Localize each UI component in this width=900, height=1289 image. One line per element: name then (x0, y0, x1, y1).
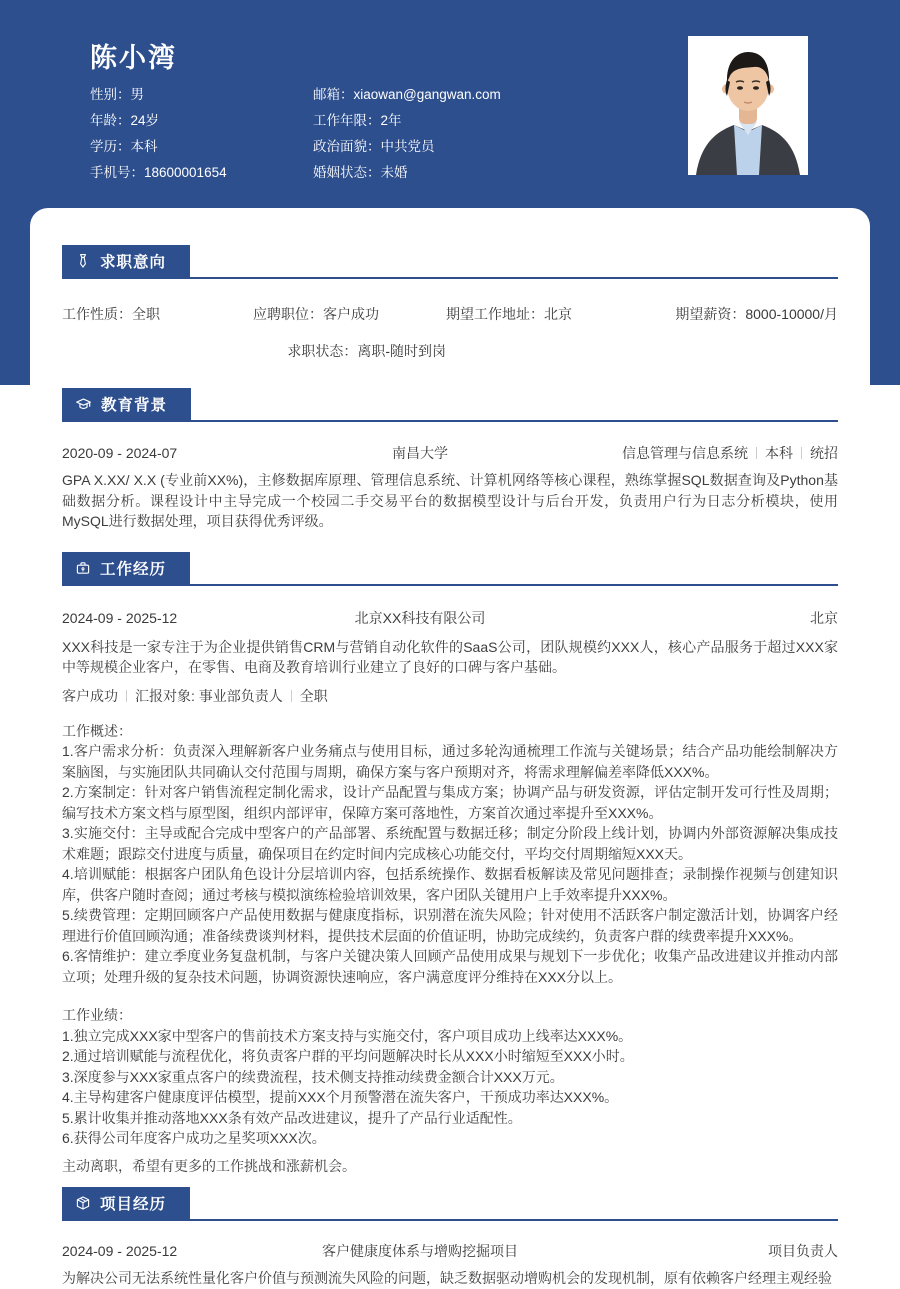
field-value: 24岁 (130, 113, 160, 128)
project-role: 项目负责人 (768, 1243, 838, 1259)
field-label: 应聘职位： (253, 306, 323, 322)
leaving-reason: 主动离职，希望有更多的工作挑战和涨薪机会。 (62, 1157, 356, 1174)
intent-position (253, 304, 446, 324)
project-period: 2024-09 - 2025-12 (62, 1243, 178, 1259)
field-label: 工作性质： (62, 306, 132, 322)
section-title-box (62, 552, 190, 584)
info-experience-years (313, 108, 501, 134)
position-title: 客户成功 (62, 687, 118, 704)
separator (756, 447, 757, 459)
section-title-box (62, 1187, 190, 1219)
field-label: 政治面貌： (313, 139, 381, 154)
position-meta-row (62, 686, 838, 706)
info-email (313, 82, 501, 108)
report-to: 汇报对象: 事业部负责人 (135, 687, 283, 704)
employment-type: 全职 (299, 687, 328, 704)
work-achievement-item: 6.获得公司年度客户成功之星奖项XXX次。 (62, 1130, 326, 1146)
candidate-name: 陈小湾 (90, 43, 177, 73)
field-value: 男 (130, 87, 144, 102)
package-icon (75, 1195, 91, 1211)
section-title-box (62, 245, 190, 277)
work-achievement-item: 5.累计收集并推动落地XXX条有效产品改进建议，提升了产品行业适配性。 (62, 1109, 522, 1126)
field-value: 2年 (380, 113, 402, 128)
field-label: 学历： (90, 139, 131, 154)
info-phone (90, 160, 227, 186)
education-major: 信息管理与信息系统 (622, 445, 748, 461)
field-label: 手机号： (90, 165, 144, 180)
field-label: 求职状态： (287, 343, 358, 359)
field-value: 18600001654 (144, 165, 227, 180)
field-label: 工作年限： (313, 113, 381, 128)
education-description: GPA X.XX/ X.X (专业前XX%)，主修数据库原理、管理信息系统、计算机网络等核心课程，熟练掌握SQL数据查询及Python基础数据分析。课程设计中主导完成一个校园二手交易平台的数据模型设计与后台开发，负责用户行为日志分析模块，使用MySQL进行数据处理，项目获得优秀评级。 (62, 472, 838, 529)
field-label: 邮箱： (313, 87, 354, 102)
section-title: 工作经历 (100, 560, 167, 578)
tie-icon (75, 253, 91, 269)
intent-location (446, 304, 662, 324)
project-meta-row (62, 1241, 838, 1261)
company-intro: XXX科技是一家专注于为企业提供销售CRM与营销自动化软件的SaaS公司，团队规模约XXX人，核心产品服务于超过XXX家中等规模企业客户，在零售、电商及教育培训行业建立了良好的口碑与客户基础。 (62, 638, 838, 675)
section-title: 教育背景 (101, 397, 168, 414)
work-achievement-block (62, 1005, 838, 1149)
education-enrollment-type: 统招 (810, 445, 838, 461)
field-value: 8000-10000/月 (745, 306, 838, 322)
field-value: 未婚 (380, 165, 408, 180)
field-label: 婚姻状态： (313, 165, 381, 180)
portrait-photo (688, 36, 808, 175)
separator (291, 690, 292, 702)
education-degree: 本科 (765, 445, 793, 461)
work-overview-title: 工作概述： (62, 722, 132, 739)
field-value: 北京 (544, 306, 572, 322)
work-overview-item: 6.客情维护：建立季度业务复盘机制，与客户关键决策人回顾产品使用成果与规划下一步优化；收集产品改进建议并推动内部立项；处理升级的复杂技术问题，协调资源快速响应，客户满意度评分维持在XXX分以上。 (62, 948, 838, 985)
info-political-status (313, 134, 501, 160)
work-company: 北京XX科技有限公司 (354, 609, 486, 626)
field-label: 期望薪资： (675, 306, 746, 322)
work-achievement-title: 工作业绩： (62, 1007, 132, 1023)
field-value: 客户成功 (323, 306, 379, 322)
resume-body-card (30, 208, 870, 1286)
work-overview-item: 1.客户需求分析：负责深入理解新客户业务痛点与使用目标，通过多轮沟通梳理工作流与关键场景；结合产品功能绘制解决方案脑图，与实施团队共同确认交付范围与周期，确保方案与客户预期对齐，将需求理解偏差率降低XXX%。 (62, 743, 838, 780)
field-label: 性别： (90, 87, 131, 102)
education-details (558, 443, 838, 463)
section-title: 求职意向 (100, 254, 167, 271)
project-name: 客户健康度体系与增购挖掘项目 (322, 1243, 518, 1259)
project-description: 为解决公司无法系统性量化客户价值与预测流失风险的问题，缺乏数据驱动增购机会的发现机制，原有依赖客户经理主观经验 (62, 1270, 832, 1286)
separator (126, 690, 127, 702)
info-marital-status (313, 160, 501, 186)
work-achievement-item: 4.主导构建客户健康度评估模型，提前XXX个月预警潜在流失客户，干预成功率达XXX%。 (62, 1089, 619, 1105)
info-degree (90, 134, 227, 160)
work-overview-item: 5.续费管理：定期回顾客户产品使用数据与健康度指标，识别潜在流失风险；针对使用不活跃客户制定激活计划，协调客户经理进行价值回顾沟通；准备续费谈判材料，提供技术层面的价值证明，协助完成续约，负责客户群的续费率提升XXX%。 (62, 907, 838, 944)
work-overview-item: 4.培训赋能：根据客户团队角色设计分层培训内容，包括系统操作、数据看板解读及常见问题排查；录制操作视频与创建知识库，供客户随时查阅；通过考核与模拟演练检验培训效果，客户团队关键用户上手效率提升XXX%。 (62, 866, 838, 903)
intention-row-2 (62, 341, 838, 361)
field-label: 期望工作地址： (446, 306, 544, 322)
field-label: 年龄： (90, 113, 131, 128)
education-period: 2020-09 - 2024-07 (62, 445, 178, 461)
work-achievement-item: 1.独立完成XXX家中型客户的售前技术方案支持与实施交付，客户项目成功上线率达XXX%。 (62, 1027, 633, 1044)
section-title-box (62, 388, 191, 420)
personal-info-left-column (90, 82, 227, 186)
intent-status (62, 341, 446, 361)
section-title: 项目经历 (100, 1196, 167, 1213)
work-overview-block (62, 721, 838, 988)
info-age (90, 108, 227, 134)
section-head-education (62, 388, 838, 422)
intent-salary (662, 304, 838, 324)
work-overview-item: 2.方案制定：针对客户销售流程定制化需求，设计产品配置与集成方案；协调产品与研发资源，评估定制开发可行性及周期；编写技术方案文档与原型图，组织内部评审，保障方案可落地性，方案首次通过率提升至XXX%。 (62, 784, 838, 821)
work-period: 2024-09 - 2025-12 (62, 609, 178, 626)
separator (801, 447, 802, 459)
work-achievement-item: 2.通过培训赋能与流程优化，将负责客户群的平均问题解决时长从XXX小时缩短至XXX小时。 (62, 1048, 634, 1064)
education-school: 南昌大学 (392, 445, 448, 461)
work-achievement-item: 3.深度参与XXX家重点客户的续费流程，技术侧支持推动续费金额合计XXX万元。 (62, 1068, 564, 1085)
section-head-intention (62, 245, 838, 279)
field-value: 离职-随时到岗 (357, 343, 446, 359)
section-head-project (62, 1187, 838, 1221)
intention-row-1 (62, 304, 838, 324)
field-value: 本科 (130, 139, 158, 154)
education-meta-row (62, 443, 838, 463)
intent-job-type (62, 304, 253, 324)
section-head-work (62, 552, 838, 586)
field-value: 全职 (132, 306, 160, 322)
work-meta-row (62, 608, 838, 628)
field-value: 中共党员 (380, 139, 435, 154)
personal-info-right-column (313, 82, 501, 186)
work-location: 北京 (810, 609, 838, 626)
info-gender (90, 82, 227, 108)
briefcase-icon (75, 560, 91, 576)
work-overview-item: 3.实施交付：主导或配合完成中型客户的产品部署、系统配置与数据迁移；制定分阶段上线计划，协调内外部资源解决集成技术难题；跟踪交付进度与质量，确保项目在约定时间内完成核心功能交付，平均交付周期缩短XXX天。 (62, 825, 838, 862)
field-value: xiaowan@gangwan.com (353, 87, 501, 102)
graduation-cap-icon (75, 396, 92, 413)
